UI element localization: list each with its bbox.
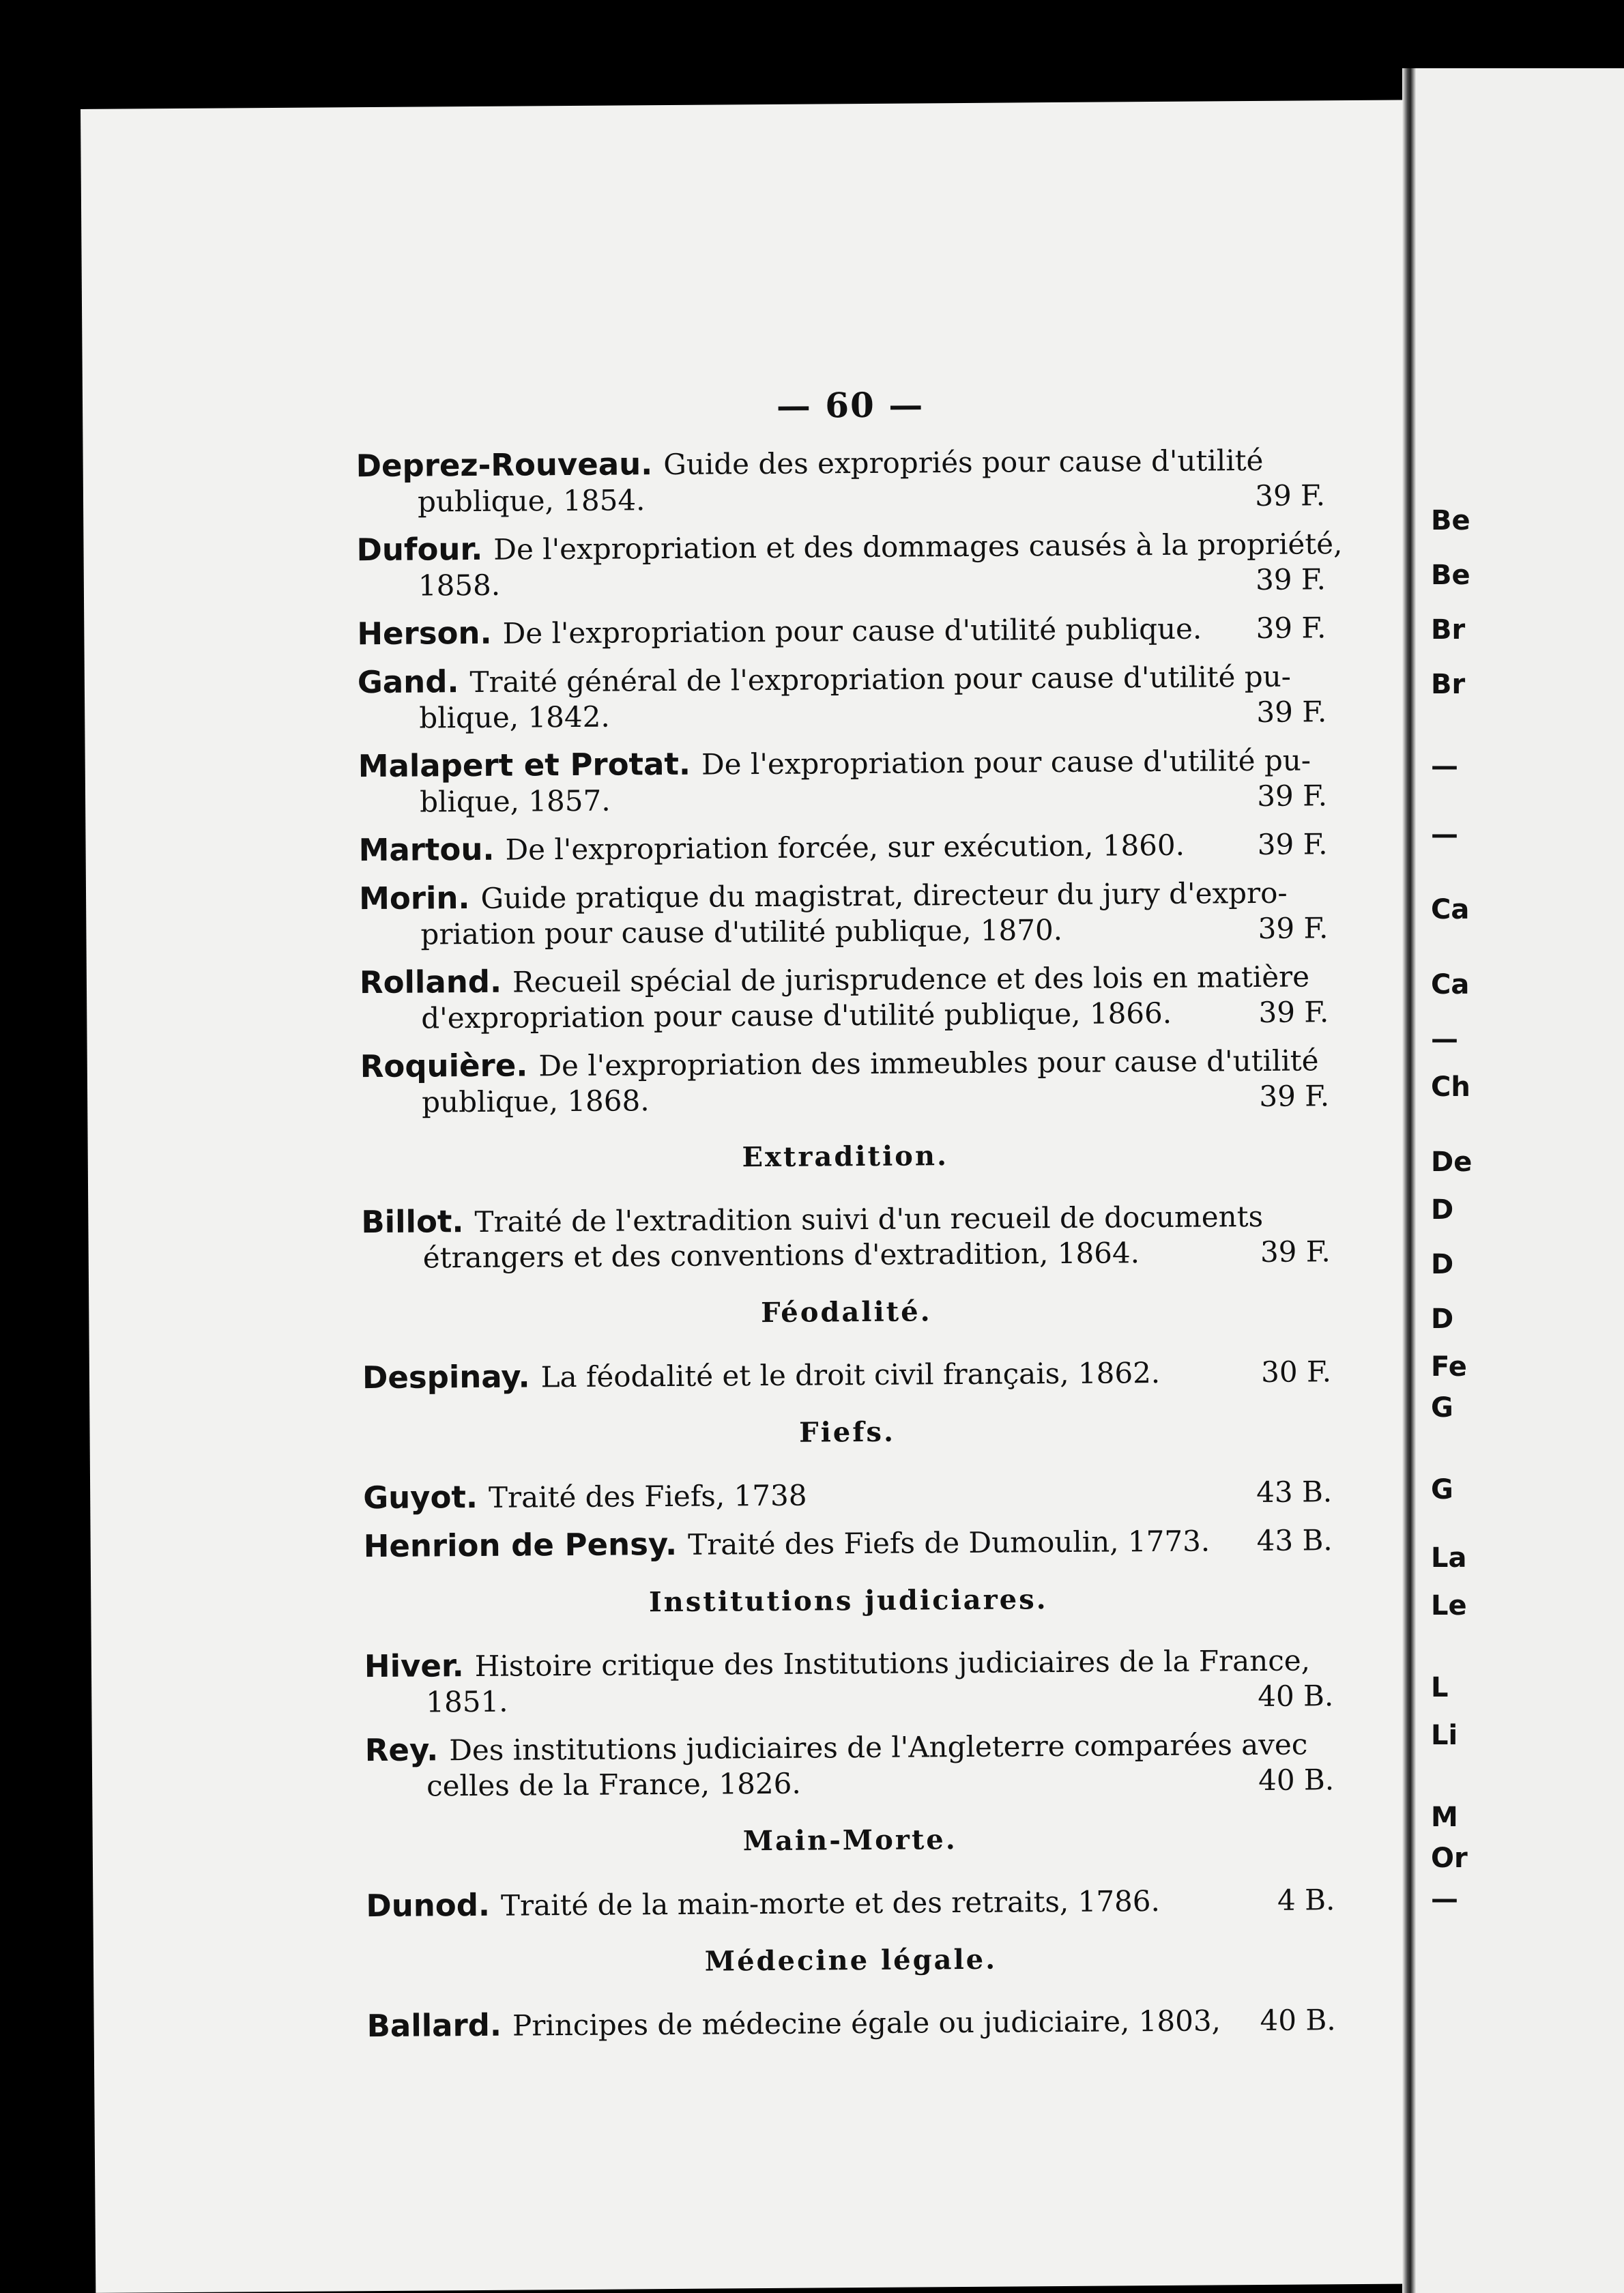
entry-price: 39 F. — [1255, 478, 1326, 513]
entry-title: Histoire critique des Institutions judiciaires de la France, — [474, 1643, 1311, 1684]
entry-price: 40 B. — [1258, 1679, 1334, 1714]
catalog-entry — [365, 1726, 1335, 1804]
right-page-text: Br — [1431, 669, 1466, 700]
right-page-text: Li — [1431, 1720, 1458, 1751]
entry-author: Herson. — [357, 614, 492, 652]
catalog-entry — [366, 2002, 1335, 2045]
catalog-entry — [356, 442, 1325, 520]
section-heading: Médecine légale. — [704, 1943, 998, 1978]
entry-title: Guide des expropriés pour cause d'utilité — [663, 443, 1264, 482]
entry-author: Ballard. — [366, 2006, 502, 2045]
entry-price: 39 F. — [1256, 695, 1327, 729]
right-page-text: De — [1431, 1146, 1473, 1178]
entry-title: Recueil spécial de jurisprudence et des lois en matière — [512, 960, 1310, 999]
catalog-entry — [361, 1198, 1331, 1276]
entry-author: Deprez-Rouveau. — [356, 446, 653, 485]
right-page-text: Be — [1431, 560, 1470, 591]
entry-first-line — [366, 1881, 1335, 1924]
right-page-text: — — [1431, 751, 1458, 782]
entry-price: 40 B. — [1258, 1763, 1335, 1798]
entry-title: Guide pratique du magistrat, directeur du jury d'expro- — [480, 876, 1288, 915]
entry-continuation: 1851. — [426, 1684, 508, 1719]
entry-title: De l'expropriation pour cause d'utilité pu- — [701, 743, 1311, 781]
entry-first-line — [365, 1726, 1334, 1769]
right-page-text: Be — [1431, 505, 1470, 536]
entry-author: Gand. — [357, 663, 459, 701]
entry-continuation: d'expropriation pour cause d'utilité publique, 1866. — [421, 996, 1172, 1035]
catalog-entry — [359, 874, 1329, 953]
entry-price: 30 F. — [1261, 1355, 1332, 1389]
entry-first-line — [356, 525, 1343, 568]
entry-continuation: blique, 1857. — [419, 783, 611, 819]
entry-first-line — [363, 1473, 1332, 1516]
entry-title: Des institutions judiciaires de l'Angleterre comparées avec — [449, 1727, 1308, 1768]
right-page-text: G — [1431, 1474, 1453, 1505]
entry-first-line — [358, 742, 1327, 785]
catalog-entry — [358, 658, 1327, 736]
entry-author: Rolland. — [359, 963, 502, 1001]
entry-author: Dufour. — [356, 530, 483, 568]
entry-first-line — [361, 1198, 1330, 1241]
entry-title: Traité de la main-morte et des retraits, 1786. — [500, 1884, 1161, 1922]
entry-author: Hiver. — [364, 1647, 464, 1685]
section-heading: Main-Morte. — [742, 1823, 957, 1858]
catalog-entry — [362, 1353, 1331, 1396]
entry-first-line — [360, 958, 1329, 1001]
right-page-text: L — [1431, 1672, 1449, 1703]
catalog-entry — [364, 1642, 1334, 1720]
entry-author: Despinay. — [362, 1358, 530, 1396]
entry-price: 39 F. — [1257, 779, 1328, 813]
entry-first-line — [358, 658, 1326, 701]
entry-price: 39 F. — [1256, 611, 1326, 645]
book-gutter — [1402, 68, 1416, 2293]
entry-continuation: 1858. — [418, 568, 501, 603]
catalog-entry — [363, 1473, 1332, 1516]
entry-author: Morin. — [358, 880, 470, 917]
entry-title: Traité des Fiefs de Dumoulin, 1773. — [688, 1524, 1210, 1561]
entry-continuation: étrangers et des conventions d'extradition, 1864. — [422, 1236, 1140, 1275]
entry-continuation: publique, 1854. — [417, 483, 646, 519]
entry-title: Traité de l'extradition suivi d'un recueil de documents — [474, 1199, 1264, 1239]
entry-continuation: celles de la France, 1826. — [426, 1766, 801, 1803]
entry-author: Dunod. — [366, 1886, 491, 1924]
entry-author: Martou. — [358, 831, 495, 869]
right-page-text: — — [1431, 819, 1458, 850]
entry-title: Principes de médecine égale ou judiciaire, 1803, — [512, 2004, 1221, 2043]
catalog-entry — [356, 525, 1343, 604]
entry-price: 39 F. — [1255, 562, 1326, 596]
catalog-entry — [366, 1881, 1335, 1924]
entry-author: Malapert et Protat. — [358, 745, 691, 785]
right-page-text: Ca — [1431, 894, 1470, 925]
entry-first-line — [359, 874, 1328, 917]
section-heading: Féodalité. — [760, 1295, 932, 1329]
entry-price: 4 B. — [1277, 1883, 1335, 1917]
catalog-entry — [360, 1042, 1330, 1121]
entry-author: Rey. — [364, 1731, 439, 1769]
entry-first-line — [362, 1353, 1331, 1396]
catalog-content — [356, 442, 1343, 2057]
entry-title: La féodalité et le droit civil français, 1862. — [540, 1356, 1161, 1394]
entry-price: 40 B. — [1260, 2003, 1336, 2037]
entry-title: De l'expropriation des immeubles pour cause d'utilité — [538, 1043, 1319, 1083]
right-page-text: Ch — [1431, 1071, 1470, 1103]
entry-price: 43 B. — [1256, 1475, 1333, 1510]
catalog-entry — [358, 826, 1327, 869]
entry-first-line — [357, 609, 1326, 652]
entry-title: Traité général de l'expropriation pour cause d'utilité pu- — [469, 659, 1292, 700]
entry-author: Roquière. — [360, 1047, 528, 1085]
right-page-text: D — [1431, 1303, 1454, 1335]
right-page-text: Ca — [1431, 969, 1470, 1000]
entry-continuation: priation pour cause d'utilité publique, 1870. — [420, 912, 1063, 951]
entry-continuation: publique, 1868. — [421, 1084, 650, 1119]
section-heading: Institutions judiciares. — [648, 1583, 1048, 1619]
right-page-text: D — [1431, 1194, 1454, 1226]
entry-first-line — [360, 1042, 1329, 1085]
section-heading: Extradition. — [742, 1140, 949, 1174]
entry-price: 39 F. — [1257, 827, 1328, 861]
entry-price: 39 F. — [1258, 911, 1329, 945]
entry-price: 39 F. — [1260, 1235, 1331, 1269]
right-page-text: M — [1431, 1802, 1458, 1833]
catalog-entry — [358, 742, 1328, 820]
page-number: — 60 — — [776, 384, 925, 426]
entry-title: Traité des Fiefs, 1738 — [488, 1478, 807, 1514]
right-page-text: Br — [1431, 614, 1466, 646]
right-page-text: La — [1431, 1542, 1467, 1574]
right-page-text: Or — [1431, 1843, 1468, 1874]
entry-price: 39 F. — [1258, 995, 1329, 1029]
entry-continuation: blique, 1842. — [419, 700, 610, 735]
catalog-entry — [364, 1522, 1333, 1565]
right-page-text: Le — [1431, 1590, 1467, 1621]
entry-title: De l'expropriation forcée, sur exécution, 1860. — [505, 828, 1185, 867]
right-page-text: — — [1431, 1024, 1458, 1055]
entry-title: De l'expropriation et des dommages causés à la propriété, — [493, 527, 1343, 566]
entry-title: De l'expropriation pour cause d'utilité publique. — [502, 611, 1202, 650]
right-page-text: G — [1431, 1392, 1453, 1424]
entry-first-line — [364, 1522, 1333, 1565]
catalog-entry — [357, 609, 1326, 652]
entry-price: 43 B. — [1256, 1523, 1333, 1558]
entry-first-line — [364, 1642, 1333, 1685]
entry-first-line — [366, 2002, 1335, 2045]
left-page — [81, 100, 1450, 2293]
entry-author: Guyot. — [363, 1478, 478, 1516]
right-page-text: D — [1431, 1249, 1454, 1280]
entry-author: Billot. — [361, 1203, 464, 1241]
entry-first-line — [358, 826, 1327, 869]
entry-price: 39 F. — [1259, 1079, 1330, 1113]
catalog-entry — [360, 958, 1329, 1037]
entry-first-line — [356, 442, 1324, 485]
right-page-text: Fe — [1431, 1351, 1467, 1383]
right-page-fragment — [1416, 68, 1624, 2293]
right-page-text: — — [1431, 1884, 1458, 1915]
section-heading: Fiefs. — [799, 1415, 896, 1449]
entry-author: Henrion de Pensy. — [363, 1525, 678, 1565]
